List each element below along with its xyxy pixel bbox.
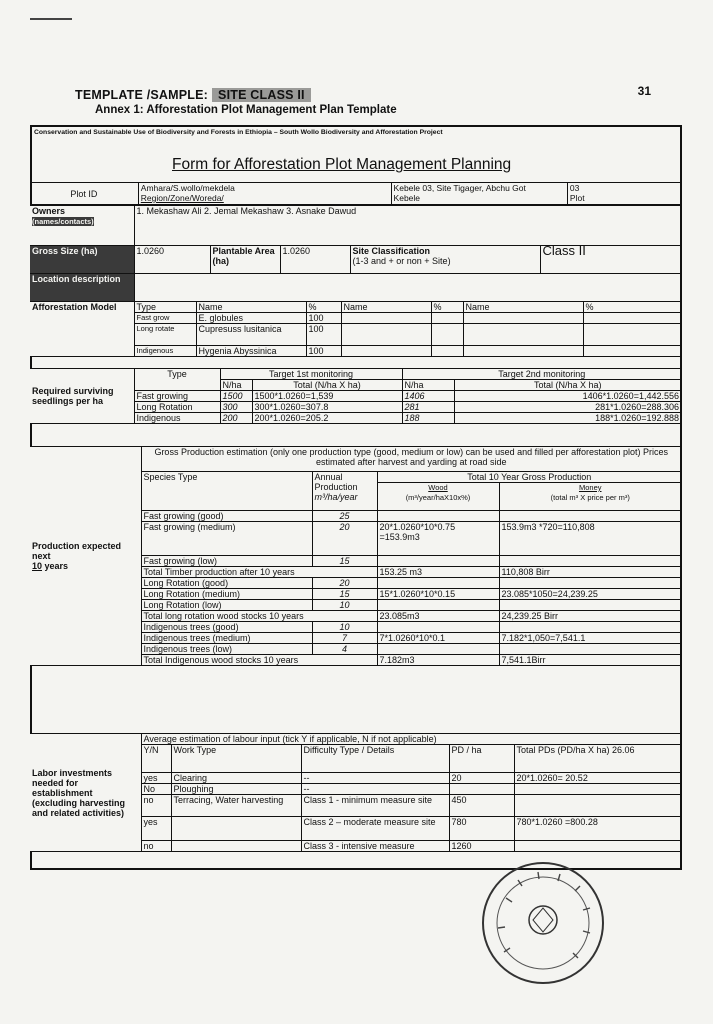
size-table [30, 245, 682, 302]
production-row: Fast growing (medium) 20 20*1.0260*10*0.75 =153.9m3 153.9m3 *720=110,808 [30, 522, 682, 556]
owners-label: Owners (names/contacts) [30, 206, 134, 246]
production-row: Long Rotation (medium) 15 15*1.0260*10*0.15 23.085*1050=24,239.25 [30, 589, 682, 600]
site-class-highlight: SITE CLASS II [212, 88, 311, 102]
seedling-row: Fast growing 1500 1500*1.0260=1,539 1406 1406*1.0260=1,442.556 [30, 391, 682, 402]
production-table [30, 446, 682, 666]
gross-size-label: Gross Size (ha) [30, 246, 134, 274]
labor-row: no Terracing, Water harvesting Class 1 - minimum measure site 450 [30, 795, 682, 817]
owners-value: 1. Mekashaw Ali 2. Jemal Mekashaw 3. Asnake Dawud [134, 206, 682, 246]
labor-row: No Ploughing -- [30, 784, 682, 795]
site-class-value: Class II [540, 246, 682, 274]
model-label: Afforestation Model [30, 302, 134, 357]
t2-total-header: Total (N/ha X ha) [454, 380, 682, 391]
form-title: Form for Afforestation Plot Management Planning [172, 156, 512, 173]
model-pct-header-2: % [431, 302, 463, 313]
money-header: Money (total m³ X price per m³) [499, 483, 682, 511]
model-row: Fast grow E. globules 100 [30, 313, 682, 324]
model-row: Indigenous Hygenia Abyssinica 100 [30, 346, 682, 357]
labor-table [30, 733, 682, 852]
total10-header: Total 10 Year Gross Production [377, 472, 682, 483]
template-header: TEMPLATE /SAMPLE: SITE CLASS II [75, 88, 311, 102]
plantable-label: Plantable Area (ha) [210, 246, 280, 274]
labor-intro: Average estimation of labour input (tick Y if applicable, N if not applicable) [141, 734, 682, 745]
official-stamp [478, 858, 608, 988]
work-header: Work Type [171, 745, 301, 773]
production-row: Fast growing (good) 25 [30, 511, 682, 522]
page-number: 31 [637, 84, 651, 98]
labor-row: no Class 3 - intensive measure 1260 [30, 841, 682, 852]
gross-size-value: 1.0260 [134, 246, 210, 274]
production-row: Indigenous trees (low) 4 [30, 644, 682, 655]
model-name-header-2: Name [341, 302, 431, 313]
production-row: Fast growing (low) 15 [30, 556, 682, 567]
scan-mark [30, 18, 72, 20]
total-pd-header: Total PDs (PD/ha X ha) 26.06 [514, 745, 682, 773]
production-row: Total Timber production after 10 years 153.25 m3 110,808 Birr [30, 567, 682, 578]
wood-header: Wood (m³/year/haX10x%) [377, 483, 499, 511]
model-pct-header: % [306, 302, 341, 313]
seedling-row: Long Rotation 300 300*1.0260=307.8 281 281*1.0260=288.306 [30, 402, 682, 413]
labor-label: Labor investments needed for establishment (excluding harvesting and related activities) [30, 734, 141, 852]
production-row: Indigenous trees (medium) 7 7*1.0260*10*0.1 7.182*1,050=7,541.1 [30, 633, 682, 644]
model-name-header-3: Name [463, 302, 583, 313]
annual-header: Annual Production m³/ha/year [312, 472, 377, 511]
production-label: Production expected next 10 years [30, 447, 141, 666]
annex-title: Annex 1: Afforestation Plot Management Plan Template [95, 104, 397, 116]
region-value: Amhara/S.wollo/mekdela Region/Zone/Woreda/ [138, 183, 391, 205]
plot-number: 03 Plot [567, 183, 681, 205]
seedling-row: Indigenous 200 200*1.0260=205.2 188 188*1.0260=192.888 [30, 413, 682, 424]
owners-table [30, 205, 682, 246]
seedlings-table [30, 368, 682, 424]
t1-total-header: Total (N/ha X ha) [252, 380, 402, 391]
labor-row: yes Class 2 – moderate measure site 780 780*1.0260 =800.28 [30, 817, 682, 841]
species-header: Species Type [141, 472, 312, 511]
model-table [30, 301, 682, 357]
plantable-value: 1.0260 [280, 246, 350, 274]
model-name-header: Name [196, 302, 306, 313]
target1-header: Target 1st monitoring [220, 369, 402, 380]
t1-nha-header: N/ha [220, 380, 252, 391]
seedling-type-header: Type [134, 369, 220, 391]
pd-header: PD / ha [449, 745, 514, 773]
production-intro: Gross Production estimation (only one production type (good, medium or low) can be used and filled per afforestation plot) Prices estimated after harvest and yarding at road side [141, 447, 682, 472]
location-label: Location description [30, 274, 134, 302]
location-value [134, 274, 682, 302]
project-banner: Conservation and Sustainable Use of Biodiversity and Forests in Ethiopia – South Wollo Biodiversity and Afforestation Project [34, 129, 443, 136]
model-pct-header-3: % [583, 302, 682, 313]
labor-row: yes Clearing -- 20 20*1.0260= 20.52 [30, 773, 682, 784]
plot-id-label: Plot ID [30, 183, 138, 205]
model-type-header: Type [134, 302, 196, 313]
production-row: Total Indigenous wood stocks 10 years 7.182m3 7,541.1Birr [30, 655, 682, 666]
t2-nha-header: N/ha [402, 380, 454, 391]
production-row: Total long rotation wood stocks 10 years 23.085m3 24,239.25 Birr [30, 611, 682, 622]
production-row: Indigenous trees (good) 10 [30, 622, 682, 633]
yn-header: Y/N [141, 745, 171, 773]
site-class-label: Site Classification (1-3 and + or non + Site) [350, 246, 540, 274]
production-row: Long Rotation (low) 10 [30, 600, 682, 611]
production-row: Long Rotation (good) 20 [30, 578, 682, 589]
seedlings-label: Required surviving seedlings per ha [30, 369, 134, 424]
model-row: Long rotate Cupresuss lusitanica 100 [30, 324, 682, 346]
target2-header: Target 2nd monitoring [402, 369, 682, 380]
plot-info-table [30, 182, 682, 205]
kebele-value: Kebele 03, Site Tigager, Abchu Got Kebele [391, 183, 567, 205]
difficulty-header: Difficulty Type / Details [301, 745, 449, 773]
